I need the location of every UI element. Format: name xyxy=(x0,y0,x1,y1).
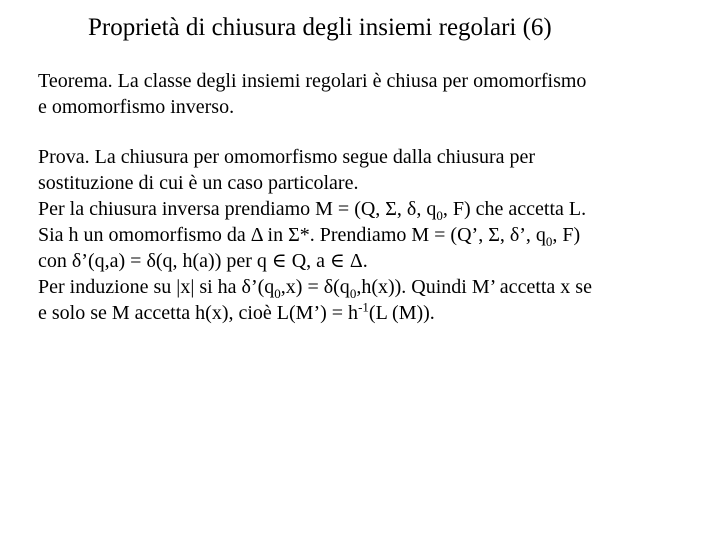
theorem-line-2: e omomorfismo inverso. xyxy=(38,96,235,118)
slide-title: Proprietà di chiusura degli insiemi regolari (6) xyxy=(88,14,552,41)
proof-line-2: sostituzione di cui è un caso particolare. xyxy=(38,172,359,194)
theorem-label: Teorema xyxy=(38,70,108,92)
proof-line-3: Per la chiusura inversa prendiamo M = (Q, Σ, δ, $q_0$, F) che accetta L. xyxy=(38,198,587,223)
paragraph-gap xyxy=(38,120,718,144)
slide-body xyxy=(38,68,718,326)
proof-line-7: e solo se M accetta h(x), cioè L(M’) = $h^{-1}(L$ (M)). xyxy=(38,299,435,324)
proof-line-1: Prova. La chiusura per omomorfismo segue dalla chiusura per xyxy=(38,146,536,168)
theorem-line-1: Teorema. La classe degli insiemi regolari è chiusa per omomorfismo xyxy=(38,70,587,92)
proof-label: Prova xyxy=(38,146,85,168)
proof-line-6: Per induzione su |x| si ha $\delta’(q_0,x) = \delta(q_0,h(x))$. Quindi M’ accetta x se xyxy=(38,276,592,301)
proof-line-5: con δ’(q,a) = δ(q, h(a)) per q ∈ Q, a ∈ Δ. xyxy=(38,250,368,272)
proof-line-4: Sia h un omomorfismo da Δ in Σ*. Prendiamo M = (Q’, Σ, δ’, $q_0$, F) xyxy=(38,224,581,249)
